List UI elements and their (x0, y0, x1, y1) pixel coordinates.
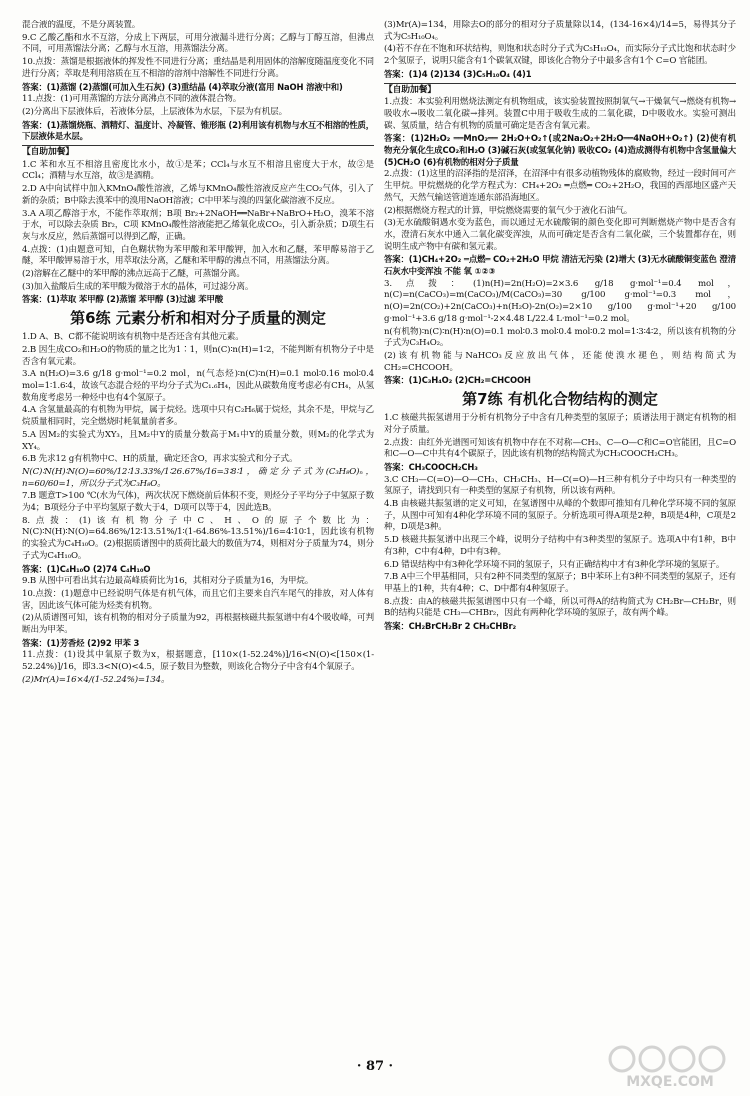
answer-line: 答案：(1)蒸馏烧瓶、酒精灯、温度计、冷凝管、锥形瓶 (2)利用该有机物与水互不相溶的性质，下层液体是水层。 (22, 119, 374, 142)
answer-line: 答案：CH₂BrCH₂Br 2 CH₃CHBr₂ (384, 621, 517, 632)
text-line: (3)加入盐酸后生成的苯甲酸为微溶于水的晶体，可过滤分离。 (22, 281, 254, 292)
text-line: 1.C 核磁共振氢谱用于分析有机物分子中含有几种类型的氢原子；质谱法用于测定有机物的相对分子质量。 (384, 413, 736, 435)
text-line: 7.B A中三个甲基相同，只有2种不同类型的氢原子；B中苯环上有3种不同类型的氢原子，还有甲基上的1种，共有4种；C、D中都有4种氢原子。 (384, 572, 736, 594)
watermark (600, 1044, 740, 1090)
answer-line: 答案：(1)蒸馏 (2)蒸馏(可加入生石灰) (3)重结晶 (4)萃取分液(富用 NaOH 溶液中和) (22, 81, 343, 92)
text-line: n(有机物)∶n(C)∶n(H)∶n(O)=0.1 mol∶0.3 mol∶0.4 mol∶0.2 mol=1∶3∶4∶2，所以该有机物的分子式为C₃H₄O₂。 (384, 326, 736, 349)
answer-line: 答案：(1)4 (2)134 (3)C₅H₁₀O₄ (4)1 (384, 68, 532, 79)
section-heading: 【自助加餐】 (22, 145, 374, 159)
right-column (384, 20, 736, 1050)
text-line: 2.B 因生成CO₂和H₂O的物质的量之比为1∶1，则n(C)∶n(H)=1∶2，不能判断有机物分子中是否含有氧元素。 (22, 344, 374, 367)
text-line: 2.点拨：由红外光谱图可知该有机物中存在不对称—CH₃、C—O—C和C=O官能团，且C=O和C—O—C中共有4个碳原子，因此该有机物的结构简式为CH₃COOCH₂CH₃。 (384, 437, 736, 460)
text-line: 11.点拨：(1)可用蒸馏的方法分离沸点不同的液体混合物。 (22, 94, 242, 105)
text-line: (2)分离出下层液体后，若液体分层，上层液体为水层，下层为有机层。 (22, 106, 288, 117)
text-line: (2)该有机物能与NaHCO₃反应放出气体，还能使溴水褪色，则结构简式为 CH₂=CHCOOH。 (384, 350, 736, 373)
text-line: (2)溶解在乙醚中的苯甲醇的沸点远高于乙醚，可蒸馏分离。 (22, 269, 245, 280)
formula-line: N(C)∶N(H)∶N(O)=60%/12∶13.33%/1∶26.67%/16=3∶8∶1，确定分子式为(C₃H₈O)ₙ，n=60/60=1，所以分子式为C₃H₈O。 (22, 466, 374, 489)
text-line: 1.C 苯和水互不相溶且密度比水小，故①是苯；CCl₄与水互不相溶且密度大于水，故②是CCl₄；酒精与水互溶，故③是酒精。 (22, 159, 374, 182)
text-line: 10.点拨：(1)题意中已经说明气体是有机气体，而且它们主要来自汽车尾气的排放，对人体有害，因此该气体可能为烃类有机物。 (22, 588, 374, 611)
text-line: 4.B 由核磁共振氢谱的定义可知，在氢谱图中从峰的个数即可推知有几种化学环境不同的氢原子，从图中可知有4种化学环境不同的氢原子。分析选项可得A项是2种，B项是4种，C项是2种，D项是3种。 (384, 499, 736, 533)
text-line: 8.点拨：(1)该有机物分子中C、H、O的原子个数比为：N(C)∶N(H)∶N(O)=64.86%/12∶13.51%/1∶(1-64.86%-13.51%)/16=4∶10∶1，因此该有机物的实验式为C₄H₁₀O。(2)根据质谱图中的质荷比最大的数值为74，则相对分子质量为74，则分子式为C₄H₁₀O。 (22, 515, 374, 561)
text-line: 1.点拨：本实验利用燃烧法测定有机物组成，该实验装置按照制氧气→干燥氧气→燃烧有机物→吸收水→吸收二氧化碳→排列。装置C中用于吸收生成的二氧化碳，D中吸收水。实验可测出碳、氢质量，结合有机物的质量可确定是否含有氧元素。 (384, 97, 736, 131)
text-line: 1.D A、B、C都不能说明该有机物中是否还含有其他元素。 (22, 332, 244, 343)
text-line: 9.C 乙酸乙酯和水不互溶，分成上下两层，可用分液漏斗进行分离；乙醇与丁醇互溶，但沸点不同，可用蒸馏法分离；乙醇与水互溶，用蒸馏法分离。 (22, 32, 374, 55)
text-line: 3.点拨：(1)n(H)=2n(H₂O)=2×3.6 g/18 g·mol⁻¹=0.4 mol，n(C)=n(CaCO₃)=m(CaCO₃)/M(CaCO₃)=30 g/100 g·mol⁻¹=0.3 mol，n(O)=2n(CO₂)+2n(CaCO₃)+n(H₂O)-2n(O₂)=2×10 g/100 g·mol⁻¹+20 g/100 g·mol⁻¹+3.6 g/18 g·mol⁻¹-2×4.48 L/22.4 L·mol⁻¹=0.2 mol。 (384, 278, 736, 324)
text-line: 3.A A项乙醇溶于水，不能作萃取剂；B项 Br₂+2NaOH══NaBr+NaBrO+H₂O，溴苯不溶于水，可以除去杂质 Br₂，C项 KMnO₄酸性溶液能把乙烯氧化成CO₂，引入新杂质；D项生石灰与水反应，然后蒸馏可以得到乙醇，正确。 (22, 208, 374, 242)
text-line: (4)若不存在不饱和环状结构，则饱和状态时分子式为C₅H₁₂O₄，而实际分子式比饱和状态时少2个氢原子，说明只能含有1个碳氧双键，即该化合物分子中最多含有1个 C=O 官能团。 (384, 44, 736, 67)
text-line: 6.D 错误结构中有3种化学环境不同的氢原子，只有正确结构中才有3种化学环境的氢原子。 (384, 559, 725, 570)
text-line: 混合液的温度，不是分离装置。 (22, 20, 141, 30)
text-line: 2.D A中向试样中加入KMnO₄酸性溶液，乙烯与KMnO₄酸性溶液反应产生CO₂气体，引入了新的杂质；B中除去溴苯中的溴用NaOH溶液；C中甲苯与溴的四氯化碳溶液不反应。 (22, 184, 374, 206)
section-heading: 【自助加餐】 (384, 83, 736, 97)
text-line: 4.A 含氢量最高的有机物为甲烷，属于烷烃。选项中只有C₂H₆属于烷烃，其余不是，甲烷与乙烷质量相同时，完全燃烧时耗氧量前者多。 (22, 405, 374, 428)
lesson-title: 第6练 元素分析和相对分子质量的测定 (70, 309, 326, 328)
text-line: 3.C CH₃—C(=O)—O—CH₃、CH₃CH₃、H—C(=O)—H三种有机分子中均只有一种类型的氢原子，请找到只有一种类型的氢原子有机物，所以该有两种。 (384, 474, 736, 497)
text-line: 9.B 从图中可看出其右边最高峰质荷比为16，其相对分子质量为16，为甲烷。 (22, 576, 314, 587)
text-line: 5.A 因M₂的实验式为XY₃，且M₂中Y的质量分数高于M₁中Y的质量分数，则M₂的化学式为XY₄。 (22, 429, 374, 452)
lesson-title: 第7练 有机化合物结构的测定 (462, 390, 658, 409)
text-line: 4.点拨：(1)由题意可知，白色糊状物为苯甲酸和苯甲酸钾，加入水和乙醚，苯甲醇易溶于乙醚，苯甲酸钾易溶于水，用萃取法分离，乙醚和苯甲醇的沸点不同，用蒸馏法分离。 (22, 244, 374, 267)
answer-line: 答案：(1)C₄H₁₀O (2)74 C₄H₁₀O (22, 563, 151, 574)
text-line: 5.D 核磁共振氢谱中出现三个峰，说明分子结构中有3种类型的氢原子。选项A中有1种，B中有3种，C中有4种，D中有3种。 (384, 535, 736, 557)
text-line: (2)根据燃烧方程式的计算，甲烷燃烧需要的氧气少于液化石油气。 (384, 205, 633, 216)
answer-line: 答案：(1)CH₄+2O₂ ═点燃═ CO₂+2H₂O 甲烷 清洁无污染 (2)增大 (3)无水硫酸铜变蓝色 澄清石灰水中变浑浊 不能 氧 ①②③ (384, 254, 736, 277)
answer-line: 答案：(1)萃取 苯甲醇 (2)蒸馏 苯甲醇 (3)过滤 苯甲酸 (22, 294, 223, 305)
text-line: (3)Mr(A)=134，用除去O的部分的相对分子质量除以14，(134-16×4)/14=5，易得其分子式为C₅H₁₀O₄。 (384, 20, 736, 42)
answer-line: 答案：(1)芳香烃 (2)92 甲苯 3 (22, 637, 140, 648)
formula-line: (2)Mr(A)=16×4/(1-52.24%)=134。 (22, 674, 170, 685)
text-line: 3.A n(H₂O)=3.6 g/18 g·mol⁻¹=0.2 mol，n(气态烃)∶n(C)∶n(H)=0.1 mol∶0.16 mol∶0.4 mol=1∶1.6∶4，故该气态混合烃的平均分子式为C₁.₆H₄，因此从碳数角度考虑必有CH₄，从氢数角度考虑另一种烃中也有4个氢原子。 (22, 369, 374, 403)
text-line: 2.点拨：(1)这里的沼泽指的是沼泽，在沼泽中有很多动植物残体的腐败物，经过一段时间可产生甲烷。甲烷燃烧的化学方程式为：CH₄+2O₂ ═点燃═ CO₂+2H₂O，我国的西部地区盛产天然气，天然气输送管道连通东部沿海地区。 (384, 169, 736, 203)
left-column (22, 20, 374, 1050)
text-line: 8.点拨：由A的核磁共振氢谱图中只有一个峰，所以可得A的结构简式为 CH₂Br—CH₂Br，则B的结构只能是 CH₃—CHBr₂，因此有两种化学环境的氢原子，故有两个峰。 (384, 596, 736, 619)
text-line: 10.点拨：蒸馏是根据液体的挥发性不同进行分离；重结晶是利用固体的溶解度随温度变化不同进行分离；萃取是利用溶质在互不相溶的溶剂中溶解性不同进行分离。 (22, 57, 374, 79)
text-line: 7.B 题意T>100 ℃(水为气体)，两次状况下燃烧前后体积不变，则烃分子平均分子中氢原子数为4；B项烃分子中平均氢原子数大于4，D项可以等于4，因此选B。 (22, 491, 374, 514)
answer-line: 答案：(1)C₃H₄O₂ (2)CH₂=CHCOOH (384, 375, 531, 386)
text-line: (2)从质谱图可知，该有机物的相对分子质量为92，再根据核磁共振氢谱中有4个吸收峰，可判断出为甲苯。 (22, 613, 374, 636)
answer-line: 答案：CH₃COOCH₂CH₃ (384, 461, 478, 472)
watermark-text: MXQE.COM (626, 1074, 714, 1090)
text-line: 6.B 先求12 g有机物中C、H的质量，确定还含O，再求实验式和分子式。 (22, 454, 298, 465)
answer-line: 答案：(1)2H₂O₂ ══MnO₂══ 2H₂O+O₂↑(或2Na₂O₂+2H₂O══4NaOH+O₂↑) (2)使有机物充分氧化生成CO₂和H₂O (3)碱石灰(或氢氧化钠) 吸收CO₂ (4)造成测得有机物中含氢量偏大 (5)CH₂O (6)有机物的相对分子质量 (384, 133, 736, 167)
page-number: · 87 · (356, 1059, 394, 1074)
text-line: (3)无水硫酸铜遇水变为蓝色，而以通过无水硫酸铜的颜色变化即可判断燃烧产物中是否含有水，澄清石灰水中通入二氧化碳变浑浊，从而可确定是否含有二氧化碳，三个装置都存在，则说明生成产物中有碳和氢元素。 (384, 218, 736, 252)
watermark-logo-icon (600, 1044, 740, 1074)
text-line: 11.点拨：(1)设其中氧原子数为x，根据题意，[110×(1-52.24%)]/16<N(O)<[150×(1-52.24%)]/16，即3.3<N(O)<4.5，原子数目为整数，则该化合物分子中含有4个氧原子。 (22, 650, 374, 673)
